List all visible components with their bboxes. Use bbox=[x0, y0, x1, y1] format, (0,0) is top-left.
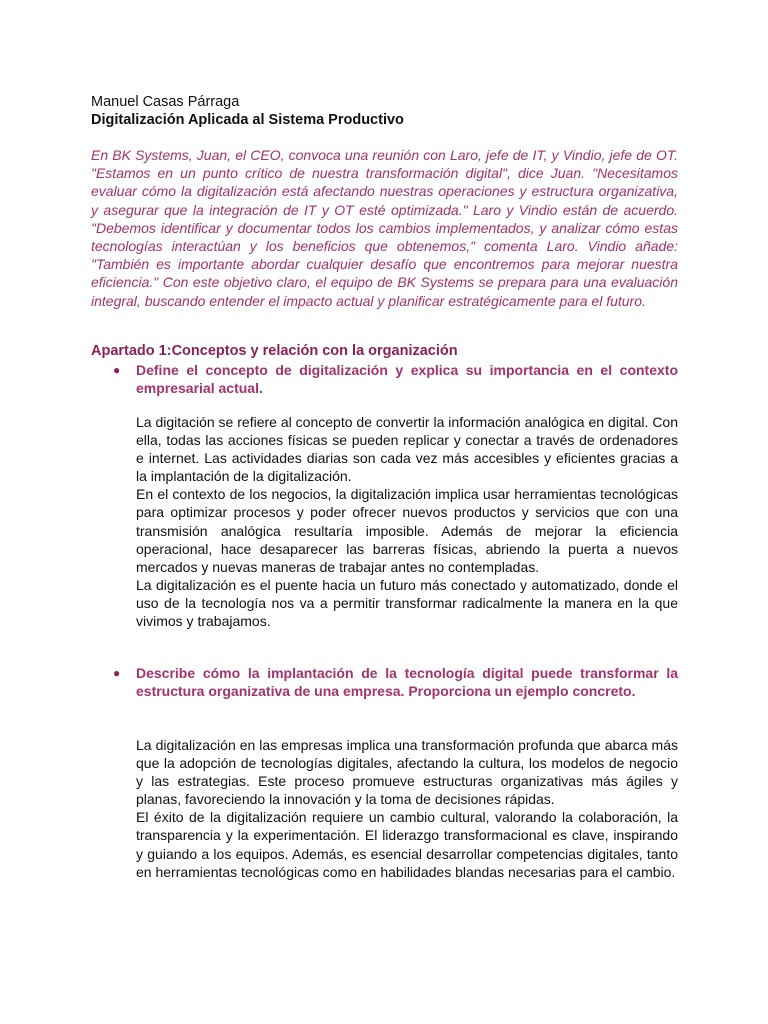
answer-2 bbox=[136, 736, 678, 881]
answer-1-paragraph: La digitalización es el puente hacia un futuro más conectado y automatizado, donde el uso de la tecnología nos va a permitir transformar radicalmente la manera en la que vivimos y trabajamos. bbox=[136, 576, 678, 630]
answer-1-paragraph: La digitación se refiere al concepto de convertir la información analógica en digital. Con ella, todas las acciones físicas se pueden replicar y conectar a través de ordenadores e internet. Las actividades diarias son cada vez más accesibles y eficientes gracias a la implantación de la digitalización. bbox=[136, 414, 678, 485]
section-heading: Apartado 1:Conceptos y relación con la organización bbox=[91, 343, 458, 359]
answer-2-paragraph: El éxito de la digitalización requiere un cambio cultural, valorando la colaboración, la transparencia y la experimentación. El liderazgo transformacional es clave, inspirando y guiando a los equipos. Además, es esencial desarrollar competencias digitales, tanto en herramientas tecnológicas como en habilidades blandas necesarias para el cambio. bbox=[136, 809, 678, 880]
bullet-icon: ● bbox=[113, 363, 121, 377]
answer-2-paragraph: La digitalización en las empresas implica una transformación profunda que abarca más que la adopción de tecnologías digitales, afectando la cultura, los modelos de negocio y las estrategias. Este proceso promueve estructuras organizativas más ágiles y planas, favoreciendo la innovación y la toma de decisiones rápidas. bbox=[136, 737, 678, 808]
question-1: Define el concepto de digitalización y explica su importancia en el contexto empresarial actual. bbox=[136, 362, 678, 396]
bullet-icon: ● bbox=[113, 666, 121, 680]
author-name: Manuel Casas Párraga bbox=[91, 94, 240, 110]
answer-1 bbox=[136, 413, 678, 630]
document-title: Digitalización Aplicada al Sistema Productivo bbox=[91, 112, 404, 128]
intro-paragraph: En BK Systems, Juan, el CEO, convoca una reunión con Laro, jefe de IT, y Vindio, jefe de OT. "Estamos en un punto crítico de nuestra transformación digital", dice Juan. "Necesitamos evaluar cómo la digitalización está afectando nuestras operaciones y estructura organizativa, y asegurar que la integración de IT y OT esté optimizada." Laro y Vindio están de acuerdo. "Debemos identificar y documentar todos los cambios implementados, y analizar cómo estas tecnologías interactúan y los beneficios que obtenemos," comenta Laro. Vindio añade: "También es importante abordar cualquier desafío que encontremos para mejorar nuestra eficiencia." Con este objetivo claro, el equipo de BK Systems se prepara para una evaluación integral, buscando entender el impacto actual y planificar estratégicamente para el futuro. bbox=[91, 147, 678, 309]
question-2: Describe cómo la implantación de la tecnología digital puede transformar la estructura organizativa de una empresa. Proporciona un ejemplo concreto. bbox=[136, 665, 678, 699]
answer-1-paragraph: En el contexto de los negocios, la digitalización implica usar herramientas tecnológicas para optimizar procesos y poder ofrecer nuevos productos y servicios que con una transmisión analógica resultaría imposible. Además de mejorar la eficiencia operacional, hace desaparecer las barreras físicas, abriendo la puerta a nuevos mercados y nuevas maneras de trabajar antes no contempladas. bbox=[136, 486, 678, 575]
